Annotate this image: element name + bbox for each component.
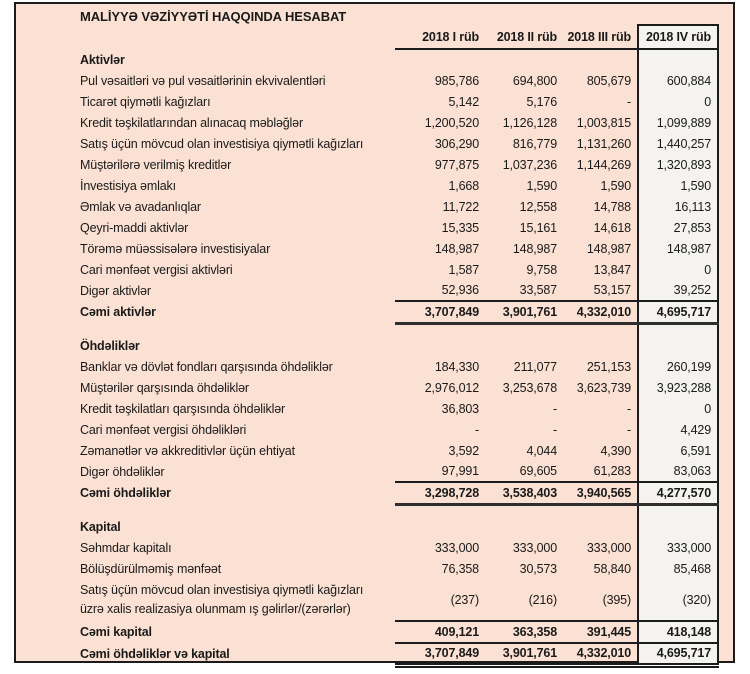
spacer-row (80, 504, 718, 516)
cell-q1: 148,987 (434, 241, 479, 256)
cell-q4: 1,440,257 (638, 133, 718, 154)
cell-q1: 15,335 (441, 220, 479, 235)
cell-q4: 0 (638, 91, 718, 112)
row-label: Cəmi kapital (80, 625, 152, 639)
spacer-row (80, 323, 718, 335)
cell-q1: 1,200,520 (424, 115, 479, 130)
row-label: Ticarət qiymətli kağızları (80, 94, 211, 109)
cell-q4: 418,148 (638, 621, 718, 643)
cell-q1: 97,991 (441, 464, 479, 478)
row-label: İnvestisiya əmlakı (80, 178, 176, 193)
row-label: Kredit təşkilatlarından alınacaq məbləğlər (80, 115, 303, 130)
report-frame (14, 2, 735, 663)
cell-q4: 1,590 (638, 175, 718, 196)
row-label: Cari mənfəət vergisi aktivləri (80, 262, 233, 277)
cell-q1: 409,121 (395, 621, 480, 643)
cell-q4: 27,853 (638, 217, 718, 238)
cell-q2: 3,538,403 (480, 482, 558, 504)
cell-q1: 5,142 (448, 94, 479, 109)
cell-q2 (480, 323, 558, 335)
header-q4: 2018 IV rüb (638, 25, 718, 49)
financial-statement-table (80, 24, 719, 668)
cell-q1 (395, 516, 480, 537)
table-row (80, 461, 718, 482)
cell-q4 (638, 504, 718, 516)
cell-q1: 1,587 (448, 262, 479, 277)
cell-q2: 363,358 (480, 621, 558, 643)
cell-q3: 53,157 (593, 283, 631, 297)
cell-q2: 12,558 (519, 199, 557, 214)
cell-q2: - (552, 422, 557, 437)
cell-q2: 1,126,128 (502, 115, 557, 130)
table-row (80, 112, 718, 133)
cell-q2: 9,758 (526, 262, 557, 277)
cell-q2: 3,253,678 (502, 380, 557, 395)
cell-q2 (480, 516, 558, 537)
table-row (80, 356, 718, 377)
cell-q2: 5,176 (526, 94, 557, 109)
cell-q4 (638, 335, 718, 356)
cell-q4: 6,591 (638, 440, 718, 461)
total-row (80, 482, 718, 504)
cell-q3: 1,131,260 (576, 136, 631, 151)
table-row (80, 175, 718, 196)
cell-q3: 148,987 (586, 241, 631, 256)
cell-q2: 1,037,236 (502, 157, 557, 172)
cell-q1: 977,875 (434, 157, 479, 172)
section-row (80, 335, 718, 356)
cell-q3: - (626, 422, 631, 437)
cell-q1: 76,358 (441, 561, 479, 576)
cell-q4: 4,695,717 (638, 301, 718, 323)
row-label: Bölüşdürülməmiş mənfəət (80, 561, 222, 576)
cell-q3: 3,623,739 (576, 380, 631, 395)
row-label: Cəmi aktivlər (80, 305, 156, 319)
cell-q4 (638, 323, 718, 335)
cell-q4: 39,252 (638, 280, 718, 301)
row-label: Səhmdar kapitalı (80, 540, 172, 555)
cell-q4: 333,000 (638, 537, 718, 558)
cell-q3: 4,390 (600, 443, 631, 458)
cell-q1: 11,722 (442, 199, 479, 214)
cell-q1: 36,803 (441, 401, 479, 416)
cell-q2: 30,573 (519, 561, 557, 576)
cell-q4: 4,277,570 (638, 482, 718, 504)
cell-q4: 3,923,288 (638, 377, 718, 398)
cell-q2: 333,000 (512, 540, 557, 555)
cell-q3 (558, 516, 638, 537)
cell-q2: 15,161 (519, 220, 557, 235)
row-label: Aktivlər (80, 52, 125, 67)
cell-q1: - (474, 422, 479, 437)
cell-q1: 1,668 (448, 178, 479, 193)
cell-q3: - (626, 94, 631, 109)
table-row (80, 217, 718, 238)
section-row (80, 516, 718, 537)
row-label: Digər öhdəliklər (80, 464, 165, 479)
row-label: Zəmanətlər və akkreditivlər üçün ehtiyat (80, 443, 295, 458)
cell-q2: - (552, 401, 557, 416)
grand-total-row (80, 643, 718, 665)
cell-q2: 816,779 (512, 136, 557, 151)
cell-q3: 805,679 (586, 73, 631, 88)
section-row (80, 49, 718, 70)
row-label (80, 504, 395, 516)
cell-q3: 391,445 (558, 621, 638, 643)
cell-q4: 4,429 (638, 419, 718, 440)
cell-q1 (395, 49, 480, 70)
row-label: Digər aktivlər (80, 283, 151, 298)
header-row (80, 25, 718, 49)
cell-q1: 3,592 (448, 443, 479, 458)
row-label: Banklar və dövlət fondları qarşısında öhdəliklər (80, 359, 333, 374)
cell-q4 (638, 516, 718, 537)
cell-q2: 69,605 (519, 464, 557, 478)
cell-q1 (395, 504, 480, 516)
cell-q3: 14,788 (593, 199, 631, 214)
cell-q1: 3,707,849 (395, 643, 480, 665)
cell-q2: (216) (528, 592, 557, 607)
cell-q1: 985,786 (434, 73, 479, 88)
cell-q3: - (626, 401, 631, 416)
table-row (80, 91, 718, 112)
table-row (80, 259, 718, 280)
cell-q3 (558, 323, 638, 335)
table-row (80, 196, 718, 217)
cell-q1 (395, 335, 480, 356)
cell-q3: 4,332,010 (558, 301, 638, 323)
cell-q2 (480, 49, 558, 70)
cell-q4: 1,320,893 (638, 154, 718, 175)
table-row (80, 70, 718, 91)
cell-q2: 1,590 (526, 178, 557, 193)
table-row (80, 579, 718, 621)
cell-q4: 4,695,717 (638, 643, 718, 665)
cell-q4: 1,099,889 (638, 112, 718, 133)
report-title: MALİYYƏ VƏZİYYƏTİ HAQQINDA HESABAT (80, 9, 347, 24)
cell-q1: (237) (450, 592, 479, 607)
cell-q3: 13,847 (593, 262, 631, 277)
cell-q4: 260,199 (638, 356, 718, 377)
header-empty-cell (80, 25, 395, 49)
row-label: Satış üçün mövcud olan investisiya qiymətli kağızları üzrə xalis realizasiya olunmam ış gəlirlər/(zərərlər) (80, 582, 364, 616)
table-row (80, 419, 718, 440)
row-label: Satış üçün mövcud olan investisiya qiymətli kağızları (80, 136, 364, 151)
cell-q2: 3,901,761 (480, 643, 558, 665)
cell-q3: 58,840 (593, 561, 631, 576)
cell-q4: 600,884 (638, 70, 718, 91)
table-row (80, 440, 718, 461)
row-label: Qeyri-maddi aktivlər (80, 220, 189, 235)
cell-q3: 4,332,010 (558, 643, 638, 665)
cell-q3 (558, 49, 638, 70)
table-row (80, 133, 718, 154)
table-row (80, 154, 718, 175)
row-label: Müştərilər qarşısında öhdəliklər (80, 380, 249, 395)
cell-q2: 4,044 (526, 443, 557, 458)
row-label: Törəmə müəssisələrə investisiyalar (80, 241, 271, 256)
cell-q3: 251,153 (586, 359, 631, 374)
header-q1: 2018 I rüb (395, 25, 480, 49)
cell-q4: (320) (638, 579, 718, 621)
row-label (80, 323, 395, 335)
cell-q1: 2,976,012 (424, 380, 479, 395)
row-label: Müştərilərə verilmiş kreditlər (80, 157, 232, 172)
cell-q1: 3,298,728 (395, 482, 480, 504)
cell-q2: 211,077 (513, 359, 557, 374)
cell-q1: 333,000 (434, 540, 479, 555)
cell-q3: 14,618 (593, 220, 631, 235)
cell-q3: (395) (602, 592, 631, 607)
cell-q4: 0 (638, 398, 718, 419)
cell-q3: 61,283 (593, 464, 631, 478)
total-row (80, 301, 718, 323)
table-row (80, 558, 718, 579)
cell-q3: 333,000 (586, 540, 631, 555)
row-label: Cəmi öhdəliklər (80, 486, 171, 500)
cell-q4: 83,063 (638, 461, 718, 482)
table-row (80, 537, 718, 558)
header-q3: 2018 III rüb (558, 25, 638, 49)
cell-q3: 3,940,565 (558, 482, 638, 504)
cell-q2: 148,987 (512, 241, 557, 256)
row-label: Öhdəliklər (80, 338, 140, 353)
cell-q2: 3,901,761 (480, 301, 558, 323)
cell-q4: 148,987 (638, 238, 718, 259)
cell-q4 (638, 49, 718, 70)
table-row (80, 377, 718, 398)
cell-q1: 184,330 (434, 359, 479, 374)
cell-q2 (480, 335, 558, 356)
cell-q4: 0 (638, 259, 718, 280)
cell-q2 (480, 504, 558, 516)
row-label: Pul vəsaitləri və pul vəsaitlərinin ekvivalentləri (80, 73, 326, 88)
cell-q1: 3,707,849 (395, 301, 480, 323)
row-label: Cəmi öhdəliklər və kapital (80, 647, 230, 661)
table-row (80, 280, 718, 301)
cell-q1: 306,290 (434, 136, 479, 151)
cell-q2: 694,800 (512, 73, 557, 88)
total-row (80, 621, 718, 643)
row-label: Cari mənfəət vergisi öhdəlikləri (80, 422, 247, 437)
cell-q1: 52,936 (441, 283, 479, 297)
table-row (80, 238, 718, 259)
cell-q4: 16,113 (638, 196, 718, 217)
cell-q3: 1,003,815 (576, 115, 631, 130)
cell-q4: 85,468 (638, 558, 718, 579)
cell-q2: 33,587 (519, 283, 557, 297)
cell-q3: 1,144,269 (576, 157, 631, 172)
cell-q3 (558, 335, 638, 356)
cell-q3 (558, 504, 638, 516)
table-row (80, 398, 718, 419)
cell-q3: 1,590 (600, 178, 631, 193)
row-label: Kapital (80, 519, 121, 534)
row-label: Əmlak və avadanlıqlar (80, 199, 201, 214)
cell-q1 (395, 323, 480, 335)
header-q2: 2018 II rüb (480, 25, 558, 49)
row-label: Kredit təşkilatları qarşısında öhdəliklər (80, 401, 286, 416)
